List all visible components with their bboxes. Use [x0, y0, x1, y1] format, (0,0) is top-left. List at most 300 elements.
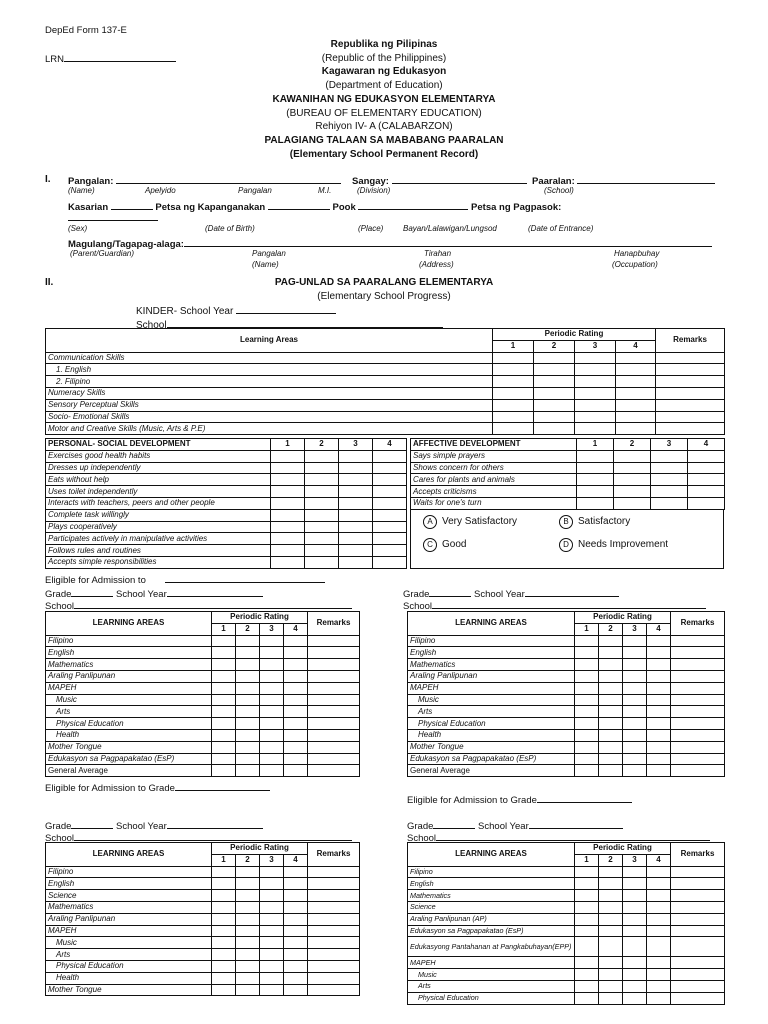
rating-cell[interactable]	[575, 411, 616, 423]
rating-cell[interactable]	[656, 364, 725, 376]
rating-cell[interactable]	[260, 647, 284, 659]
rating-cell[interactable]	[308, 741, 360, 753]
rating-cell[interactable]	[308, 866, 360, 878]
petsa-pagpasok-input[interactable]	[68, 211, 158, 223]
rating-cell[interactable]	[339, 486, 373, 498]
rating-cell[interactable]	[212, 984, 236, 996]
rating-cell[interactable]	[623, 992, 647, 1004]
rating-cell[interactable]	[260, 753, 284, 765]
rating-cell[interactable]	[671, 753, 725, 765]
rating-cell[interactable]	[575, 937, 599, 957]
rating-cell[interactable]	[236, 718, 260, 730]
rating-cell[interactable]	[647, 694, 671, 706]
rating-cell[interactable]	[212, 890, 236, 902]
rating-cell[interactable]	[647, 765, 671, 777]
rating-cell[interactable]	[651, 474, 688, 486]
rating-cell[interactable]	[308, 718, 360, 730]
rating-cell[interactable]	[616, 399, 656, 411]
rating-cell[interactable]	[623, 741, 647, 753]
rating-cell[interactable]	[599, 682, 623, 694]
lrn-field[interactable]	[45, 52, 176, 65]
rating-cell[interactable]	[373, 533, 407, 545]
rating-cell[interactable]	[651, 450, 688, 462]
rating-cell[interactable]	[599, 729, 623, 741]
rating-cell[interactable]	[647, 866, 671, 878]
rating-cell[interactable]	[671, 901, 725, 913]
rating-cell[interactable]	[671, 694, 725, 706]
rating-cell[interactable]	[671, 706, 725, 718]
rating-cell[interactable]	[575, 980, 599, 992]
rating-cell[interactable]	[373, 450, 407, 462]
kinder-school[interactable]: School	[136, 318, 443, 331]
rating-cell[interactable]	[575, 352, 616, 364]
rating-cell[interactable]	[575, 741, 599, 753]
pook-input[interactable]	[358, 200, 468, 210]
rating-cell[interactable]	[671, 866, 725, 878]
grade-2-school[interactable]: School	[403, 599, 706, 612]
rating-cell[interactable]	[260, 718, 284, 730]
rating-cell[interactable]	[236, 890, 260, 902]
rating-cell[interactable]	[493, 376, 534, 388]
rating-cell[interactable]	[212, 913, 236, 925]
rating-cell[interactable]	[284, 635, 308, 647]
rating-cell[interactable]	[284, 925, 308, 937]
rating-cell[interactable]	[308, 659, 360, 671]
rating-cell[interactable]	[575, 992, 599, 1004]
rating-cell[interactable]	[271, 509, 305, 521]
rating-cell[interactable]	[339, 497, 373, 509]
rating-cell[interactable]	[575, 364, 616, 376]
rating-cell[interactable]	[623, 718, 647, 730]
rating-cell[interactable]	[493, 411, 534, 423]
grade-4-header[interactable]: Grade School Year	[407, 819, 623, 832]
rating-cell[interactable]	[599, 925, 623, 937]
rating-cell[interactable]	[260, 913, 284, 925]
rating-cell[interactable]	[599, 992, 623, 1004]
rating-cell[interactable]	[260, 972, 284, 984]
rating-cell[interactable]	[308, 647, 360, 659]
rating-cell[interactable]	[647, 992, 671, 1004]
rating-cell[interactable]	[260, 960, 284, 972]
rating-cell[interactable]	[260, 670, 284, 682]
rating-cell[interactable]	[534, 387, 575, 399]
rating-cell[interactable]	[623, 866, 647, 878]
rating-cell[interactable]	[308, 694, 360, 706]
rating-cell[interactable]	[260, 741, 284, 753]
rating-cell[interactable]	[260, 706, 284, 718]
dob-input[interactable]	[268, 200, 330, 210]
rating-cell[interactable]	[575, 706, 599, 718]
rating-cell[interactable]	[236, 949, 260, 961]
rating-cell[interactable]	[212, 729, 236, 741]
rating-cell[interactable]	[599, 980, 623, 992]
rating-cell[interactable]	[284, 718, 308, 730]
rating-cell[interactable]	[599, 937, 623, 957]
rating-cell[interactable]	[236, 960, 260, 972]
rating-cell[interactable]	[656, 387, 725, 399]
rating-cell[interactable]	[236, 729, 260, 741]
rating-cell[interactable]	[534, 423, 575, 435]
rating-cell[interactable]	[671, 729, 725, 741]
rating-cell[interactable]	[260, 866, 284, 878]
rating-cell[interactable]	[236, 706, 260, 718]
rating-cell[interactable]	[284, 729, 308, 741]
rating-cell[interactable]	[647, 969, 671, 981]
rating-cell[interactable]	[212, 937, 236, 949]
rating-cell[interactable]	[575, 925, 599, 937]
rating-cell[interactable]	[236, 925, 260, 937]
rating-cell[interactable]	[212, 901, 236, 913]
rating-cell[interactable]	[212, 647, 236, 659]
sangay-field[interactable]: Sangay:	[352, 174, 527, 187]
rating-cell[interactable]	[577, 474, 614, 486]
rating-cell[interactable]	[305, 533, 339, 545]
rating-cell[interactable]	[260, 765, 284, 777]
rating-cell[interactable]	[534, 376, 575, 388]
rating-cell[interactable]	[339, 533, 373, 545]
rating-cell[interactable]	[688, 474, 725, 486]
rating-cell[interactable]	[284, 682, 308, 694]
rating-cell[interactable]	[623, 878, 647, 890]
rating-cell[interactable]	[599, 741, 623, 753]
rating-cell[interactable]	[656, 423, 725, 435]
rating-cell[interactable]	[284, 937, 308, 949]
rating-cell[interactable]	[373, 497, 407, 509]
rating-cell[interactable]	[271, 450, 305, 462]
rating-cell[interactable]	[623, 706, 647, 718]
rating-cell[interactable]	[656, 376, 725, 388]
rating-cell[interactable]	[623, 647, 647, 659]
rating-cell[interactable]	[616, 352, 656, 364]
rating-cell[interactable]	[647, 937, 671, 957]
eligible-grade-1[interactable]: Eligible for Admission to Grade	[45, 781, 270, 794]
rating-cell[interactable]	[575, 729, 599, 741]
rating-cell[interactable]	[284, 878, 308, 890]
rating-cell[interactable]	[260, 729, 284, 741]
rating-cell[interactable]	[671, 765, 725, 777]
rating-cell[interactable]	[623, 890, 647, 902]
rating-cell[interactable]	[647, 753, 671, 765]
rating-cell[interactable]	[236, 647, 260, 659]
rating-cell[interactable]	[599, 647, 623, 659]
rating-cell[interactable]	[534, 364, 575, 376]
rating-cell[interactable]	[599, 901, 623, 913]
rating-cell[interactable]	[212, 741, 236, 753]
rating-cell[interactable]	[236, 901, 260, 913]
rating-cell[interactable]	[308, 765, 360, 777]
rating-cell[interactable]	[373, 462, 407, 474]
rating-cell[interactable]	[656, 352, 725, 364]
eligible-admission-kinder[interactable]: Eligible for Admission to	[45, 573, 325, 586]
rating-cell[interactable]	[284, 960, 308, 972]
rating-cell[interactable]	[671, 925, 725, 937]
rating-cell[interactable]	[305, 462, 339, 474]
rating-cell[interactable]	[339, 556, 373, 568]
rating-cell[interactable]	[271, 545, 305, 557]
rating-cell[interactable]	[271, 521, 305, 533]
rating-cell[interactable]	[373, 521, 407, 533]
rating-cell[interactable]	[671, 992, 725, 1004]
rating-cell[interactable]	[599, 890, 623, 902]
rating-cell[interactable]	[623, 635, 647, 647]
rating-cell[interactable]	[260, 949, 284, 961]
rating-cell[interactable]	[651, 497, 688, 509]
rating-cell[interactable]	[284, 890, 308, 902]
rating-cell[interactable]	[614, 486, 651, 498]
rating-cell[interactable]	[614, 450, 651, 462]
rating-cell[interactable]	[599, 694, 623, 706]
rating-cell[interactable]	[651, 486, 688, 498]
rating-cell[interactable]	[671, 718, 725, 730]
rating-cell[interactable]	[212, 925, 236, 937]
rating-cell[interactable]	[305, 521, 339, 533]
rating-cell[interactable]	[671, 913, 725, 925]
rating-cell[interactable]	[647, 901, 671, 913]
rating-cell[interactable]	[373, 474, 407, 486]
rating-cell[interactable]	[284, 949, 308, 961]
rating-cell[interactable]	[647, 913, 671, 925]
rating-cell[interactable]	[623, 957, 647, 969]
rating-cell[interactable]	[308, 878, 360, 890]
rating-cell[interactable]	[373, 486, 407, 498]
rating-cell[interactable]	[671, 957, 725, 969]
rating-cell[interactable]	[616, 411, 656, 423]
rating-cell[interactable]	[623, 670, 647, 682]
rating-cell[interactable]	[373, 509, 407, 521]
rating-cell[interactable]	[671, 635, 725, 647]
rating-cell[interactable]	[339, 509, 373, 521]
pangalan-field[interactable]: Pangalan:	[68, 174, 341, 187]
rating-cell[interactable]	[575, 387, 616, 399]
rating-cell[interactable]	[212, 694, 236, 706]
rating-cell[interactable]	[339, 474, 373, 486]
rating-cell[interactable]	[212, 706, 236, 718]
rating-cell[interactable]	[260, 901, 284, 913]
kasarian-input[interactable]	[111, 200, 153, 210]
rating-cell[interactable]	[688, 497, 725, 509]
rating-cell[interactable]	[308, 670, 360, 682]
rating-cell[interactable]	[236, 694, 260, 706]
grade-1-school[interactable]: School	[45, 599, 352, 612]
rating-cell[interactable]	[651, 462, 688, 474]
rating-cell[interactable]	[575, 765, 599, 777]
rating-cell[interactable]	[236, 913, 260, 925]
rating-cell[interactable]	[212, 635, 236, 647]
rating-cell[interactable]	[212, 718, 236, 730]
rating-cell[interactable]	[493, 352, 534, 364]
rating-cell[interactable]	[656, 399, 725, 411]
rating-cell[interactable]	[271, 486, 305, 498]
rating-cell[interactable]	[647, 706, 671, 718]
rating-cell[interactable]	[271, 462, 305, 474]
rating-cell[interactable]	[373, 545, 407, 557]
rating-cell[interactable]	[212, 753, 236, 765]
rating-cell[interactable]	[236, 866, 260, 878]
rating-cell[interactable]	[212, 960, 236, 972]
rating-cell[interactable]	[671, 647, 725, 659]
rating-cell[interactable]	[284, 694, 308, 706]
rating-cell[interactable]	[260, 659, 284, 671]
kinder-school-year[interactable]: KINDER- School Year	[136, 304, 336, 317]
grade-3-school[interactable]: School	[45, 831, 352, 844]
rating-cell[interactable]	[260, 937, 284, 949]
rating-cell[interactable]	[616, 376, 656, 388]
rating-cell[interactable]	[616, 387, 656, 399]
rating-cell[interactable]	[575, 866, 599, 878]
rating-cell[interactable]	[575, 878, 599, 890]
rating-cell[interactable]	[284, 647, 308, 659]
rating-cell[interactable]	[575, 647, 599, 659]
rating-cell[interactable]	[623, 753, 647, 765]
rating-cell[interactable]	[599, 878, 623, 890]
rating-cell[interactable]	[599, 957, 623, 969]
rating-cell[interactable]	[575, 635, 599, 647]
rating-cell[interactable]	[236, 670, 260, 682]
rating-cell[interactable]	[671, 890, 725, 902]
rating-cell[interactable]	[212, 682, 236, 694]
rating-cell[interactable]	[577, 462, 614, 474]
rating-cell[interactable]	[308, 901, 360, 913]
rating-cell[interactable]	[623, 901, 647, 913]
rating-cell[interactable]	[305, 474, 339, 486]
rating-cell[interactable]	[623, 682, 647, 694]
rating-cell[interactable]	[236, 937, 260, 949]
rating-cell[interactable]	[308, 949, 360, 961]
rating-cell[interactable]	[577, 450, 614, 462]
rating-cell[interactable]	[575, 694, 599, 706]
rating-cell[interactable]	[688, 462, 725, 474]
rating-cell[interactable]	[647, 729, 671, 741]
rating-cell[interactable]	[575, 718, 599, 730]
rating-cell[interactable]	[308, 635, 360, 647]
rating-cell[interactable]	[305, 450, 339, 462]
rating-cell[interactable]	[260, 635, 284, 647]
rating-cell[interactable]	[236, 753, 260, 765]
rating-cell[interactable]	[284, 913, 308, 925]
rating-cell[interactable]	[623, 937, 647, 957]
rating-cell[interactable]	[284, 972, 308, 984]
rating-cell[interactable]	[305, 545, 339, 557]
rating-cell[interactable]	[534, 411, 575, 423]
rating-cell[interactable]	[212, 878, 236, 890]
rating-cell[interactable]	[308, 913, 360, 925]
rating-cell[interactable]	[260, 890, 284, 902]
rating-cell[interactable]	[671, 659, 725, 671]
rating-cell[interactable]	[599, 866, 623, 878]
rating-cell[interactable]	[373, 556, 407, 568]
rating-cell[interactable]	[236, 878, 260, 890]
rating-cell[interactable]	[271, 556, 305, 568]
rating-cell[interactable]	[575, 682, 599, 694]
rating-cell[interactable]	[671, 878, 725, 890]
rating-cell[interactable]	[284, 670, 308, 682]
rating-cell[interactable]	[623, 913, 647, 925]
rating-cell[interactable]	[647, 925, 671, 937]
rating-cell[interactable]	[284, 901, 308, 913]
rating-cell[interactable]	[599, 670, 623, 682]
rating-cell[interactable]	[623, 659, 647, 671]
rating-cell[interactable]	[284, 866, 308, 878]
rating-cell[interactable]	[284, 765, 308, 777]
rating-cell[interactable]	[305, 486, 339, 498]
rating-cell[interactable]	[656, 411, 725, 423]
rating-cell[interactable]	[339, 462, 373, 474]
rating-cell[interactable]	[647, 741, 671, 753]
rating-cell[interactable]	[236, 984, 260, 996]
rating-cell[interactable]	[599, 753, 623, 765]
rating-cell[interactable]	[599, 969, 623, 981]
rating-cell[interactable]	[647, 718, 671, 730]
rating-cell[interactable]	[260, 694, 284, 706]
rating-cell[interactable]	[284, 741, 308, 753]
rating-cell[interactable]	[493, 399, 534, 411]
rating-cell[interactable]	[614, 497, 651, 509]
rating-cell[interactable]	[212, 765, 236, 777]
rating-cell[interactable]	[236, 972, 260, 984]
rating-cell[interactable]	[308, 890, 360, 902]
paaralan-field[interactable]: Paaralan:	[532, 174, 715, 187]
rating-cell[interactable]	[647, 682, 671, 694]
rating-cell[interactable]	[623, 969, 647, 981]
rating-cell[interactable]	[212, 866, 236, 878]
rating-cell[interactable]	[671, 969, 725, 981]
rating-cell[interactable]	[614, 474, 651, 486]
rating-cell[interactable]	[271, 474, 305, 486]
rating-cell[interactable]	[534, 399, 575, 411]
rating-cell[interactable]	[284, 706, 308, 718]
rating-cell[interactable]	[236, 635, 260, 647]
rating-cell[interactable]	[305, 556, 339, 568]
rating-cell[interactable]	[647, 635, 671, 647]
rating-cell[interactable]	[647, 957, 671, 969]
rating-cell[interactable]	[308, 972, 360, 984]
rating-cell[interactable]	[575, 399, 616, 411]
rating-cell[interactable]	[284, 659, 308, 671]
rating-cell[interactable]	[671, 682, 725, 694]
rating-cell[interactable]	[236, 765, 260, 777]
rating-cell[interactable]	[493, 423, 534, 435]
rating-cell[interactable]	[575, 670, 599, 682]
rating-cell[interactable]	[575, 753, 599, 765]
rating-cell[interactable]	[308, 682, 360, 694]
rating-cell[interactable]	[236, 741, 260, 753]
rating-cell[interactable]	[339, 545, 373, 557]
rating-cell[interactable]	[671, 980, 725, 992]
rating-cell[interactable]	[623, 980, 647, 992]
rating-cell[interactable]	[260, 984, 284, 996]
grade-4-school[interactable]: School	[407, 831, 710, 844]
rating-cell[interactable]	[616, 364, 656, 376]
rating-cell[interactable]	[212, 949, 236, 961]
rating-cell[interactable]	[599, 635, 623, 647]
rating-cell[interactable]	[575, 913, 599, 925]
rating-cell[interactable]	[575, 376, 616, 388]
rating-cell[interactable]	[623, 925, 647, 937]
rating-cell[interactable]	[577, 497, 614, 509]
rating-cell[interactable]	[671, 670, 725, 682]
rating-cell[interactable]	[688, 450, 725, 462]
rating-cell[interactable]	[493, 387, 534, 399]
rating-cell[interactable]	[308, 706, 360, 718]
rating-cell[interactable]	[671, 937, 725, 957]
grade-2-header[interactable]: Grade School Year	[403, 587, 619, 600]
rating-cell[interactable]	[575, 659, 599, 671]
rating-cell[interactable]	[575, 957, 599, 969]
rating-cell[interactable]	[236, 682, 260, 694]
rating-cell[interactable]	[599, 706, 623, 718]
rating-cell[interactable]	[308, 925, 360, 937]
rating-cell[interactable]	[260, 878, 284, 890]
